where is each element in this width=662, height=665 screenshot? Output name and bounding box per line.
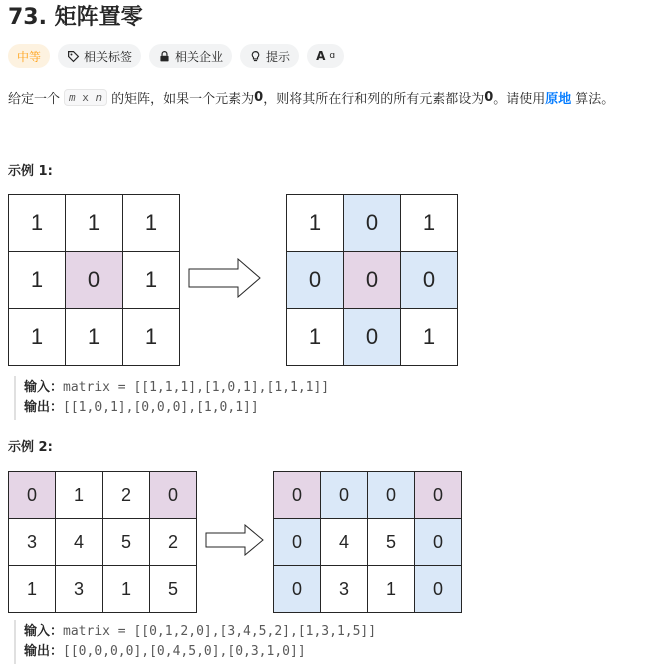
difficulty-label: 中等 — [17, 49, 42, 64]
companies-tag-button[interactable] — [149, 44, 232, 68]
grid-cell: 1 — [9, 309, 66, 366]
grid-cell: 4 — [56, 519, 103, 566]
grid-cell: 1 — [287, 309, 344, 366]
grid-cell: 1 — [9, 566, 56, 613]
grid-cell: 2 — [150, 519, 197, 566]
example-1-heading: 示例 1: — [8, 164, 53, 179]
example-2-input-grid — [8, 471, 197, 613]
grid-cell: 0 — [415, 566, 462, 613]
grid-cell: 0 — [415, 519, 462, 566]
grid-cell: 1 — [123, 309, 180, 366]
example-2-io: 输入：matrix = [[0,1,2,0],[3,4,5,2],[1,3,1,5]] 输出：[[0,0,0,0],[0,4,5,0],[0,3,1,0]] — [24, 624, 377, 659]
grid-cell: 0 — [274, 519, 321, 566]
grid-cell: 3 — [9, 519, 56, 566]
grid-cell: 1 — [401, 195, 458, 252]
grid-cell: 1 — [123, 195, 180, 252]
grid-cell: 0 — [274, 472, 321, 519]
grid-cell: 0 — [150, 472, 197, 519]
inline-code-mxn: m x n — [64, 89, 107, 106]
grid-cell: 1 — [368, 566, 415, 613]
arrow-icon — [205, 524, 265, 556]
grid-cell: 1 — [401, 309, 458, 366]
grid-cell: 0 — [415, 472, 462, 519]
example-1-output-grid — [286, 194, 458, 366]
grid-cell: 0 — [368, 472, 415, 519]
grid-cell: 1 — [287, 195, 344, 252]
grid-cell: 1 — [123, 252, 180, 309]
grid-cell: 0 — [401, 252, 458, 309]
translate-icon: A — [316, 49, 326, 63]
grid-cell: 0 — [344, 252, 401, 309]
arrow-icon — [188, 258, 262, 298]
translate-button[interactable]: A ɑ — [307, 44, 344, 68]
grid-cell: 2 — [103, 472, 150, 519]
difficulty-badge — [8, 44, 50, 68]
grid-cell: 4 — [321, 519, 368, 566]
example-2-heading: 示例 2: — [8, 440, 53, 455]
grid-cell: 0 — [287, 252, 344, 309]
grid-cell: 1 — [103, 566, 150, 613]
lock-icon — [158, 50, 171, 63]
example-1-io: 输入：matrix = [[1,1,1],[1,0,1],[1,1,1]] 输出：[[1,0,1],[0,0,0],[1,0,1]] — [24, 380, 330, 415]
page-title: 73. 矩阵置零 — [8, 5, 143, 30]
grid-cell: 0 — [344, 309, 401, 366]
grid-cell: 0 — [66, 252, 123, 309]
example-2-output-grid — [273, 471, 462, 613]
grid-cell: 0 — [274, 566, 321, 613]
grid-cell: 3 — [321, 566, 368, 613]
grid-cell: 0 — [344, 195, 401, 252]
grid-cell: 0 — [321, 472, 368, 519]
example-1-input-grid — [8, 194, 180, 366]
grid-cell: 5 — [368, 519, 415, 566]
grid-cell: 5 — [150, 566, 197, 613]
grid-cell: 5 — [103, 519, 150, 566]
grid-cell: 1 — [9, 252, 66, 309]
companies-tag-label: 相关企业 — [175, 49, 224, 64]
grid-cell: 3 — [56, 566, 103, 613]
grid-cell: 1 — [56, 472, 103, 519]
in-place-link[interactable]: 原地 — [545, 92, 572, 107]
lightbulb-icon — [249, 50, 262, 63]
grid-cell: 1 — [9, 195, 66, 252]
topics-tag-label: 相关标签 — [84, 49, 133, 64]
tag-icon — [67, 50, 80, 63]
tag-bar — [8, 44, 344, 68]
hint-tag-button[interactable] — [240, 44, 299, 68]
grid-cell: 1 — [66, 195, 123, 252]
grid-cell: 1 — [66, 309, 123, 366]
problem-description: 给定一个 m x n 的矩阵，如果一个元素为 0 ，则将其所在行和列的所有元素都设为 0 。请使用 原地 算法。 — [8, 90, 615, 107]
topics-tag-button[interactable] — [58, 44, 141, 68]
grid-cell: 0 — [9, 472, 56, 519]
hint-tag-label: 提示 — [266, 49, 291, 64]
